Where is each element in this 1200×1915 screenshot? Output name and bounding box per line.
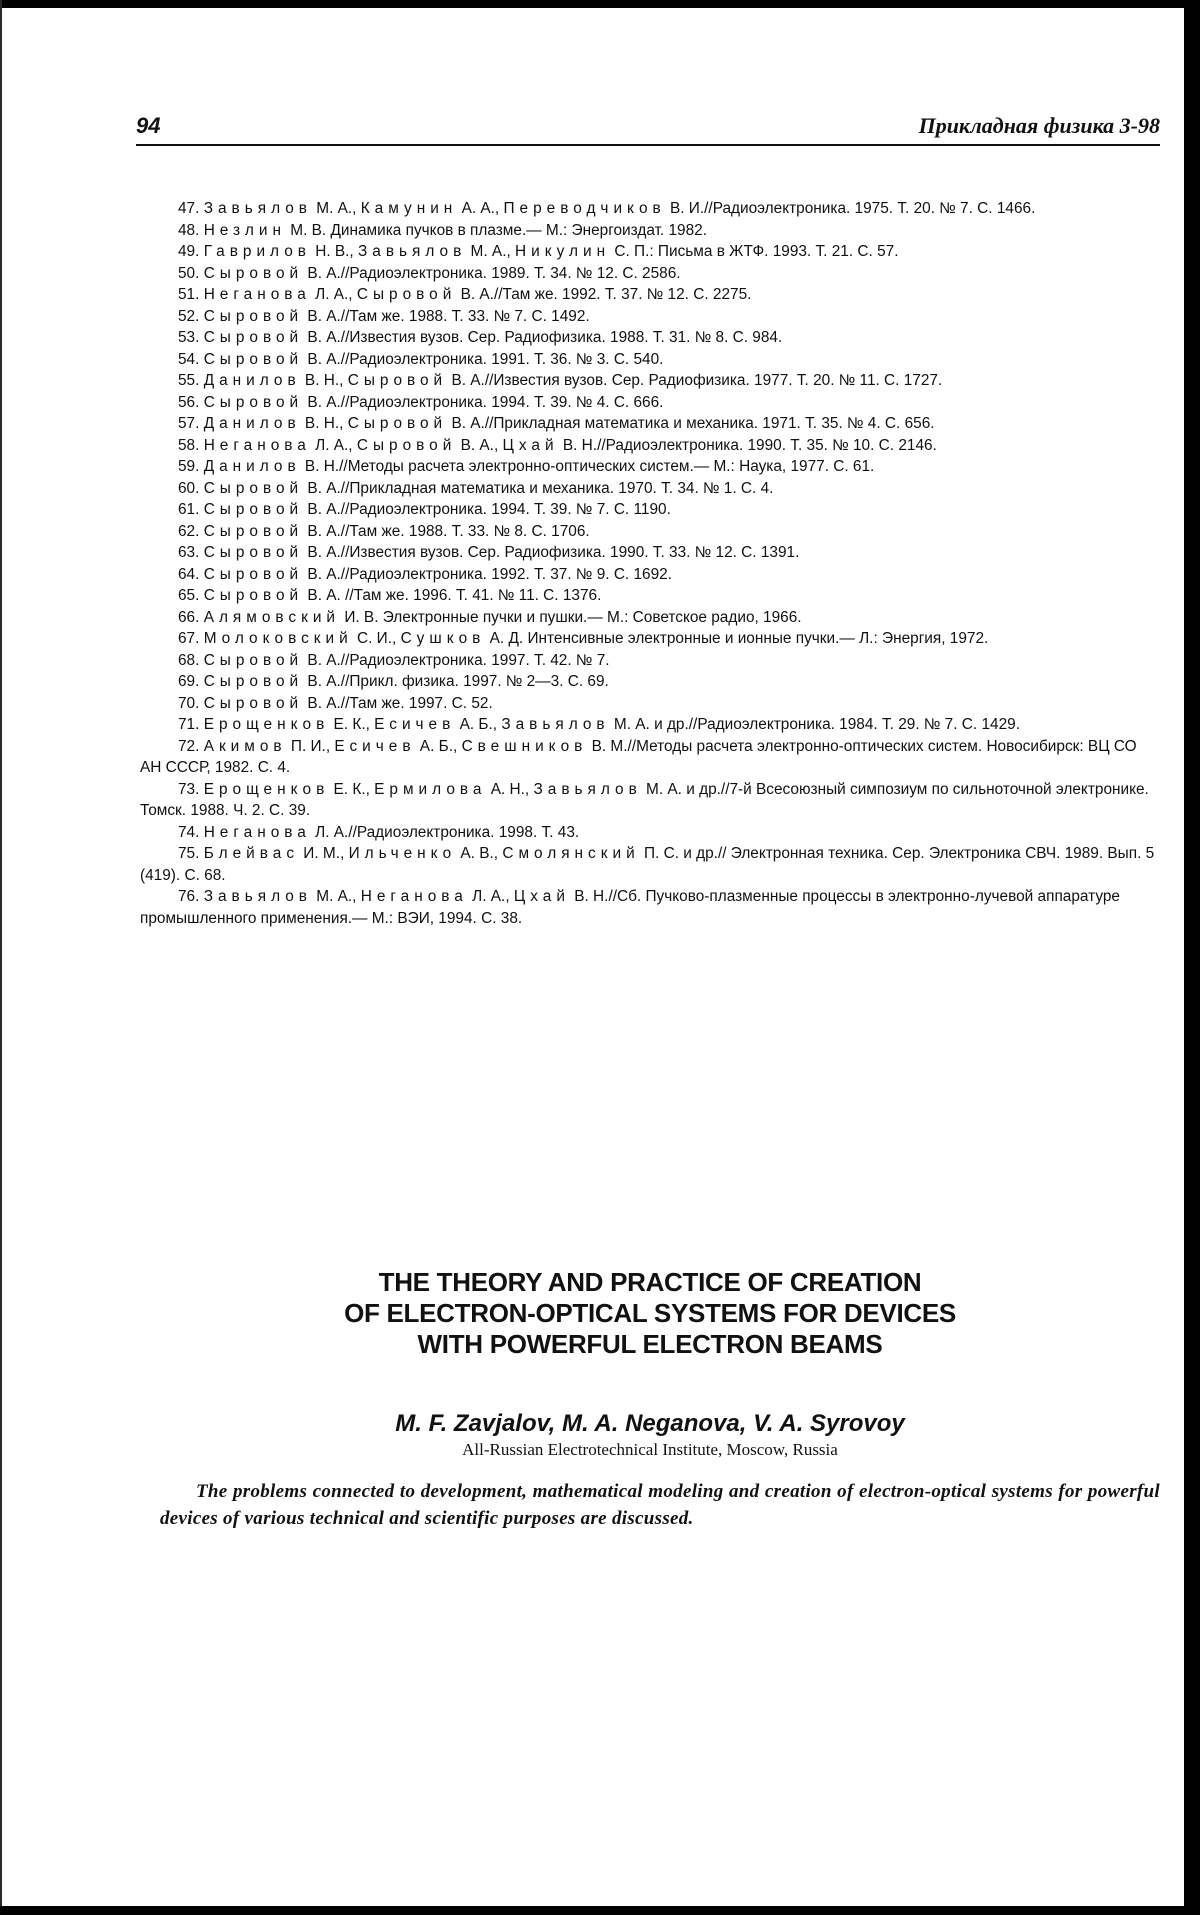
reference-source: //Известия вузов. Сер. Радиофизика. 1988. Т. 31. № 8. С. 984. bbox=[340, 329, 783, 346]
reference-initials: Л. А., bbox=[310, 286, 357, 303]
reference-source: : Письма в ЖТФ. 1993. Т. 21. С. 57. bbox=[649, 243, 899, 260]
reference-source: //Там же. 1996. Т. 41. № 11. С. 1376. bbox=[340, 587, 602, 604]
reference-source: //Радиоэлектроника. 1975. Т. 20. № 7. С. 1466. bbox=[704, 200, 1036, 217]
reference-initials: М. А. и др. bbox=[641, 780, 721, 798]
reference-number: 70. bbox=[178, 694, 200, 712]
reference-author: Завьялов bbox=[533, 780, 642, 798]
article-authors: M. F. Zavjalov, M. A. Neganova, V. A. Syrovoy bbox=[395, 1410, 905, 1437]
reference-item bbox=[140, 822, 1160, 844]
reference-item bbox=[140, 435, 1160, 457]
reference-item bbox=[140, 607, 1160, 629]
reference-author: Никулин bbox=[515, 243, 611, 260]
reference-author: Сыровой bbox=[203, 694, 304, 712]
reference-number: 47. bbox=[178, 200, 200, 217]
reference-number: 59. bbox=[178, 458, 200, 475]
reference-item bbox=[140, 198, 1160, 220]
reference-source: //Сб. Пучково-плазменные процессы в электронно-лучевой аппаратуре промышленного применения.— М.: ВЭИ, 1994. С. 38. bbox=[140, 888, 1120, 927]
reference-number: 71. bbox=[178, 716, 200, 733]
reference-number: 76. bbox=[178, 888, 200, 905]
reference-author: Сыровой bbox=[203, 587, 304, 604]
page-number: 94 bbox=[136, 113, 161, 138]
reference-author: Ермилова bbox=[374, 780, 487, 798]
scan-edge-right bbox=[1184, 0, 1200, 1915]
reference-author: Сыровой bbox=[203, 565, 304, 583]
reference-item bbox=[140, 650, 1160, 672]
reference-item bbox=[140, 693, 1160, 715]
reference-initials: А. Н., bbox=[486, 780, 534, 798]
article-title bbox=[260, 1267, 1040, 1360]
reference-initials: М. А., bbox=[311, 200, 361, 217]
reference-initials: В. М. bbox=[587, 737, 628, 755]
reference-item bbox=[140, 564, 1160, 586]
reference-initials: В. Н. bbox=[558, 436, 598, 454]
reference-item bbox=[140, 478, 1160, 500]
reference-author: Сыровой bbox=[347, 372, 448, 389]
reference-author: Сыровой bbox=[203, 501, 304, 518]
reference-initials: А. Б., bbox=[415, 737, 462, 755]
reference-item bbox=[140, 392, 1160, 414]
reference-number: 65. bbox=[178, 587, 200, 604]
reference-initials: В. А. bbox=[303, 587, 341, 604]
reference-list bbox=[140, 198, 1160, 929]
reference-number: 73. bbox=[178, 780, 200, 798]
reference-item bbox=[140, 370, 1160, 392]
reference-author: Завьялов bbox=[203, 888, 312, 905]
reference-author: Молоковский bbox=[203, 630, 353, 647]
reference-item bbox=[140, 542, 1160, 564]
reference-initials: Л. А., bbox=[467, 888, 514, 905]
reference-author: Неганова bbox=[203, 286, 311, 303]
reference-initials: А. Б., bbox=[455, 716, 502, 733]
reference-initials: В. А. bbox=[303, 329, 341, 346]
reference-initials: П. С. и др. bbox=[639, 845, 718, 862]
reference-source: //Методы расчета электронно-оптических систем.— М.: Наука, 1977. С. 61. bbox=[339, 458, 875, 475]
reference-source: //Там же. 1988. Т. 33. № 7. С. 1492. bbox=[340, 307, 590, 325]
reference-initials: М. А., bbox=[311, 888, 361, 905]
reference-source: //Радиоэлектроника. 1984. Т. 29. № 7. С. 1429. bbox=[688, 716, 1020, 733]
reference-source: //Там же. 1997. С. 52. bbox=[340, 694, 493, 712]
reference-initials: Е. К., bbox=[329, 780, 375, 798]
reference-initials: В. А. bbox=[303, 479, 341, 497]
reference-source: //Радиоэлектроника. 1994. Т. 39. № 4. С. 666. bbox=[340, 393, 664, 411]
reference-item bbox=[140, 843, 1160, 886]
reference-number: 69. bbox=[178, 673, 200, 690]
reference-number: 54. bbox=[178, 350, 200, 368]
reference-initials: В. Н., bbox=[300, 372, 348, 389]
article-affiliation: All-Russian Electrotechnical Institute, Moscow, Russia bbox=[462, 1440, 838, 1459]
reference-initials: В. А. bbox=[303, 307, 341, 325]
reference-initials: М. В. bbox=[285, 221, 327, 239]
reference-initials: В. Н., bbox=[300, 415, 348, 432]
reference-source: //Радиоэлектроника. 1997. Т. 42. № 7. bbox=[340, 651, 610, 669]
reference-number: 64. bbox=[178, 565, 200, 583]
reference-item bbox=[140, 241, 1160, 263]
reference-author: Камунин bbox=[360, 200, 458, 217]
reference-number: 66. bbox=[178, 608, 200, 626]
reference-number: 52. bbox=[178, 307, 200, 325]
reference-initials: М. А., bbox=[466, 243, 516, 260]
reference-source: Электронные пучки и пушки.— М.: Советское радио, 1966. bbox=[378, 608, 802, 626]
reference-item bbox=[140, 413, 1160, 435]
reference-author: Блейвас bbox=[203, 845, 300, 862]
reference-author: Акимов bbox=[203, 737, 287, 755]
title-line: THE THEORY AND PRACTICE OF CREATION bbox=[378, 1267, 922, 1297]
reference-author: Сыровой bbox=[203, 329, 304, 346]
reference-initials: В. А. bbox=[303, 673, 341, 690]
reference-item bbox=[140, 220, 1160, 242]
page-header bbox=[136, 113, 1160, 147]
reference-initials: В. А. bbox=[303, 350, 341, 368]
reference-author: Неганова bbox=[203, 436, 311, 454]
reference-author: Алямовский bbox=[203, 608, 341, 626]
reference-author: Сыровой bbox=[203, 479, 304, 497]
reference-initials: В. Н. bbox=[300, 458, 340, 475]
reference-initials: И. В. bbox=[340, 608, 379, 626]
reference-initials: В. А. bbox=[303, 544, 341, 561]
reference-number: 72. bbox=[178, 737, 200, 755]
reference-source: //Там же. 1988. Т. 33. № 8. С. 1706. bbox=[340, 522, 590, 540]
reference-author: Сыровой bbox=[356, 436, 457, 454]
reference-author: Свешников bbox=[461, 737, 588, 755]
reference-initials: Н. В., bbox=[310, 243, 358, 260]
reference-source: //Радиоэлектроника. 1992. Т. 37. № 9. С. 1692. bbox=[340, 565, 672, 583]
reference-number: 62. bbox=[178, 522, 200, 540]
reference-source: //Радиоэлектроника. 1989. Т. 34. № 12. С. 2586. bbox=[340, 264, 681, 282]
reference-initials: В. А. bbox=[303, 694, 341, 712]
reference-source: Интенсивные электронные и ионные пучки.— Л.: Энергия, 1972. bbox=[523, 630, 989, 647]
reference-initials: В. А., bbox=[456, 436, 503, 454]
article-heading bbox=[260, 1267, 1040, 1460]
reference-number: 48. bbox=[178, 221, 200, 239]
header-rule bbox=[136, 144, 1160, 146]
reference-item bbox=[140, 263, 1160, 285]
reference-item bbox=[140, 499, 1160, 521]
reference-initials: А. В., bbox=[456, 845, 503, 862]
reference-author: Завьялов bbox=[203, 200, 312, 217]
reference-source: // Электронная техника. Сер. Электроника СВЧ. 1989. Вып. 5 (419). С. 68. bbox=[140, 845, 1155, 884]
reference-author: Цхай bbox=[513, 888, 570, 905]
reference-initials: Е. К., bbox=[329, 716, 375, 733]
reference-item bbox=[140, 585, 1160, 607]
reference-number: 55. bbox=[178, 372, 200, 389]
reference-initials: Л. А. bbox=[310, 823, 349, 841]
reference-author: Завьялов bbox=[501, 716, 610, 733]
reference-initials: В. А. bbox=[303, 522, 341, 540]
reference-source: //Радиоэлектроника. 1990. Т. 35. № 10. С. 2146. bbox=[597, 436, 937, 454]
reference-number: 51. bbox=[178, 286, 200, 303]
reference-initials: С. П. bbox=[610, 243, 650, 260]
reference-author: Данилов bbox=[203, 415, 301, 432]
reference-author: Сыровой bbox=[203, 651, 304, 669]
reference-item bbox=[140, 886, 1160, 929]
reference-author: Сыровой bbox=[356, 286, 457, 303]
reference-author: Гаврилов bbox=[203, 243, 311, 260]
reference-number: 58. bbox=[178, 436, 200, 454]
reference-author: Сыровой bbox=[203, 393, 304, 411]
reference-item bbox=[140, 306, 1160, 328]
reference-number: 61. bbox=[178, 501, 200, 518]
reference-item bbox=[140, 349, 1160, 371]
scan-edge-bottom bbox=[0, 1906, 1200, 1915]
reference-author: Завьялов bbox=[358, 243, 467, 260]
reference-source: //Известия вузов. Сер. Радиофизика. 1990. Т. 33. № 12. С. 1391. bbox=[340, 544, 800, 561]
reference-source: //Прикладная математика и механика. 1971. Т. 35. № 4. С. 656. bbox=[484, 415, 935, 432]
reference-author: Сыровой bbox=[347, 415, 448, 432]
reference-source: Динамика пучков в плазме.— М.: Энергоиздат. 1982. bbox=[326, 221, 707, 239]
reference-author: Сыровой bbox=[203, 307, 304, 325]
reference-initials: Л. А., bbox=[310, 436, 357, 454]
reference-source: //Известия вузов. Сер. Радиофизика. 1977. Т. 20. № 11. С. 1727. bbox=[484, 372, 943, 389]
reference-number: 63. bbox=[178, 544, 200, 561]
reference-initials: А. А., bbox=[457, 200, 504, 217]
reference-author: Есичев bbox=[334, 737, 416, 755]
reference-initials: В. Н. bbox=[569, 888, 609, 905]
reference-source: //Радиоэлектроника. 1991. Т. 36. № 3. С. 540. bbox=[340, 350, 664, 368]
reference-item bbox=[140, 714, 1160, 736]
reference-author: Ильченко bbox=[348, 845, 457, 862]
scan-edge-left bbox=[0, 0, 2, 1915]
reference-author: Сыровой bbox=[203, 522, 304, 540]
reference-initials: В. А. bbox=[447, 415, 485, 432]
reference-number: 74. bbox=[178, 823, 200, 841]
reference-initials: В. А. bbox=[303, 393, 341, 411]
reference-author: Сыровой bbox=[203, 544, 304, 561]
reference-initials: В. А. bbox=[303, 264, 341, 282]
reference-number: 50. bbox=[178, 264, 200, 282]
reference-initials: М. А. и др. bbox=[609, 716, 689, 733]
reference-initials: П. И., bbox=[286, 737, 335, 755]
reference-number: 49. bbox=[178, 243, 200, 260]
title-line: OF ELECTRON-OPTICAL SYSTEMS FOR DEVICES bbox=[344, 1298, 956, 1328]
reference-initials: В. А. bbox=[303, 651, 341, 669]
reference-source: //Радиоэлектроника. 1994. Т. 39. № 7. С. 1190. bbox=[340, 501, 671, 518]
reference-author: Сыровой bbox=[203, 264, 304, 282]
reference-item bbox=[140, 779, 1160, 822]
reference-author: Неганова bbox=[203, 823, 311, 841]
reference-source: //7-й Всесоюзный симпозиум по сильноточной электронике. Томск. 1988. Ч. 2. С. 39. bbox=[140, 780, 1149, 819]
reference-author: Данилов bbox=[203, 458, 301, 475]
article-abstract: The problems connected to development, mathematical modeling and creation of electron-optical systems for powerful devices of various technical and scientific purposes are discussed. bbox=[160, 1481, 1160, 1529]
reference-item bbox=[140, 628, 1160, 650]
reference-initials: В. А. bbox=[303, 565, 341, 583]
reference-item bbox=[140, 736, 1160, 779]
reference-initials: В. А. bbox=[303, 501, 341, 518]
reference-item bbox=[140, 521, 1160, 543]
scan-edge-top bbox=[0, 0, 1200, 8]
reference-author: Переводчиков bbox=[503, 200, 666, 217]
reference-source: //Методы расчета электронно-оптических систем. Новосибирск: ВЦ СО АН СССР, 1982. С. 4. bbox=[140, 737, 1137, 776]
reference-author: Цхай bbox=[502, 436, 559, 454]
reference-author: Сушков bbox=[400, 630, 486, 647]
reference-author: Смолянский bbox=[502, 845, 640, 862]
reference-item bbox=[140, 456, 1160, 478]
reference-source: //Прикл. физика. 1997. № 2—3. С. 69. bbox=[340, 673, 609, 690]
reference-author: Ерощенков bbox=[203, 780, 330, 798]
reference-item bbox=[140, 284, 1160, 306]
reference-author: Сыровой bbox=[203, 350, 304, 368]
reference-item bbox=[140, 671, 1160, 693]
title-line: WITH POWERFUL ELECTRON BEAMS bbox=[417, 1329, 883, 1359]
reference-number: 57. bbox=[178, 415, 200, 432]
reference-source: //Прикладная математика и механика. 1970. Т. 34. № 1. С. 4. bbox=[340, 479, 774, 497]
reference-author: Есичев bbox=[374, 716, 456, 733]
reference-author: Данилов bbox=[203, 372, 301, 389]
reference-source: //Там же. 1992. Т. 37. № 12. С. 2275. bbox=[493, 286, 752, 303]
journal-title: Прикладная физика 3-98 bbox=[918, 113, 1160, 138]
reference-item bbox=[140, 327, 1160, 349]
reference-number: 53. bbox=[178, 329, 200, 346]
reference-number: 68. bbox=[178, 651, 200, 669]
reference-author: Ерощенков bbox=[203, 716, 330, 733]
reference-initials: В. А. bbox=[447, 372, 485, 389]
reference-initials: В. А. bbox=[456, 286, 494, 303]
reference-initials: А. Д. bbox=[485, 630, 524, 647]
reference-number: 56. bbox=[178, 393, 200, 411]
reference-source: //Радиоэлектроника. 1998. Т. 43. bbox=[348, 823, 580, 841]
reference-author: Сыровой bbox=[203, 673, 304, 690]
reference-initials: В. И. bbox=[665, 200, 705, 217]
reference-author: Незлин bbox=[203, 221, 286, 239]
reference-initials: С. И., bbox=[352, 630, 401, 647]
reference-author: Неганова bbox=[360, 888, 468, 905]
reference-number: 67. bbox=[178, 630, 200, 647]
reference-number: 75. bbox=[178, 845, 200, 862]
reference-initials: И. М., bbox=[299, 845, 349, 862]
reference-number: 60. bbox=[178, 479, 200, 497]
